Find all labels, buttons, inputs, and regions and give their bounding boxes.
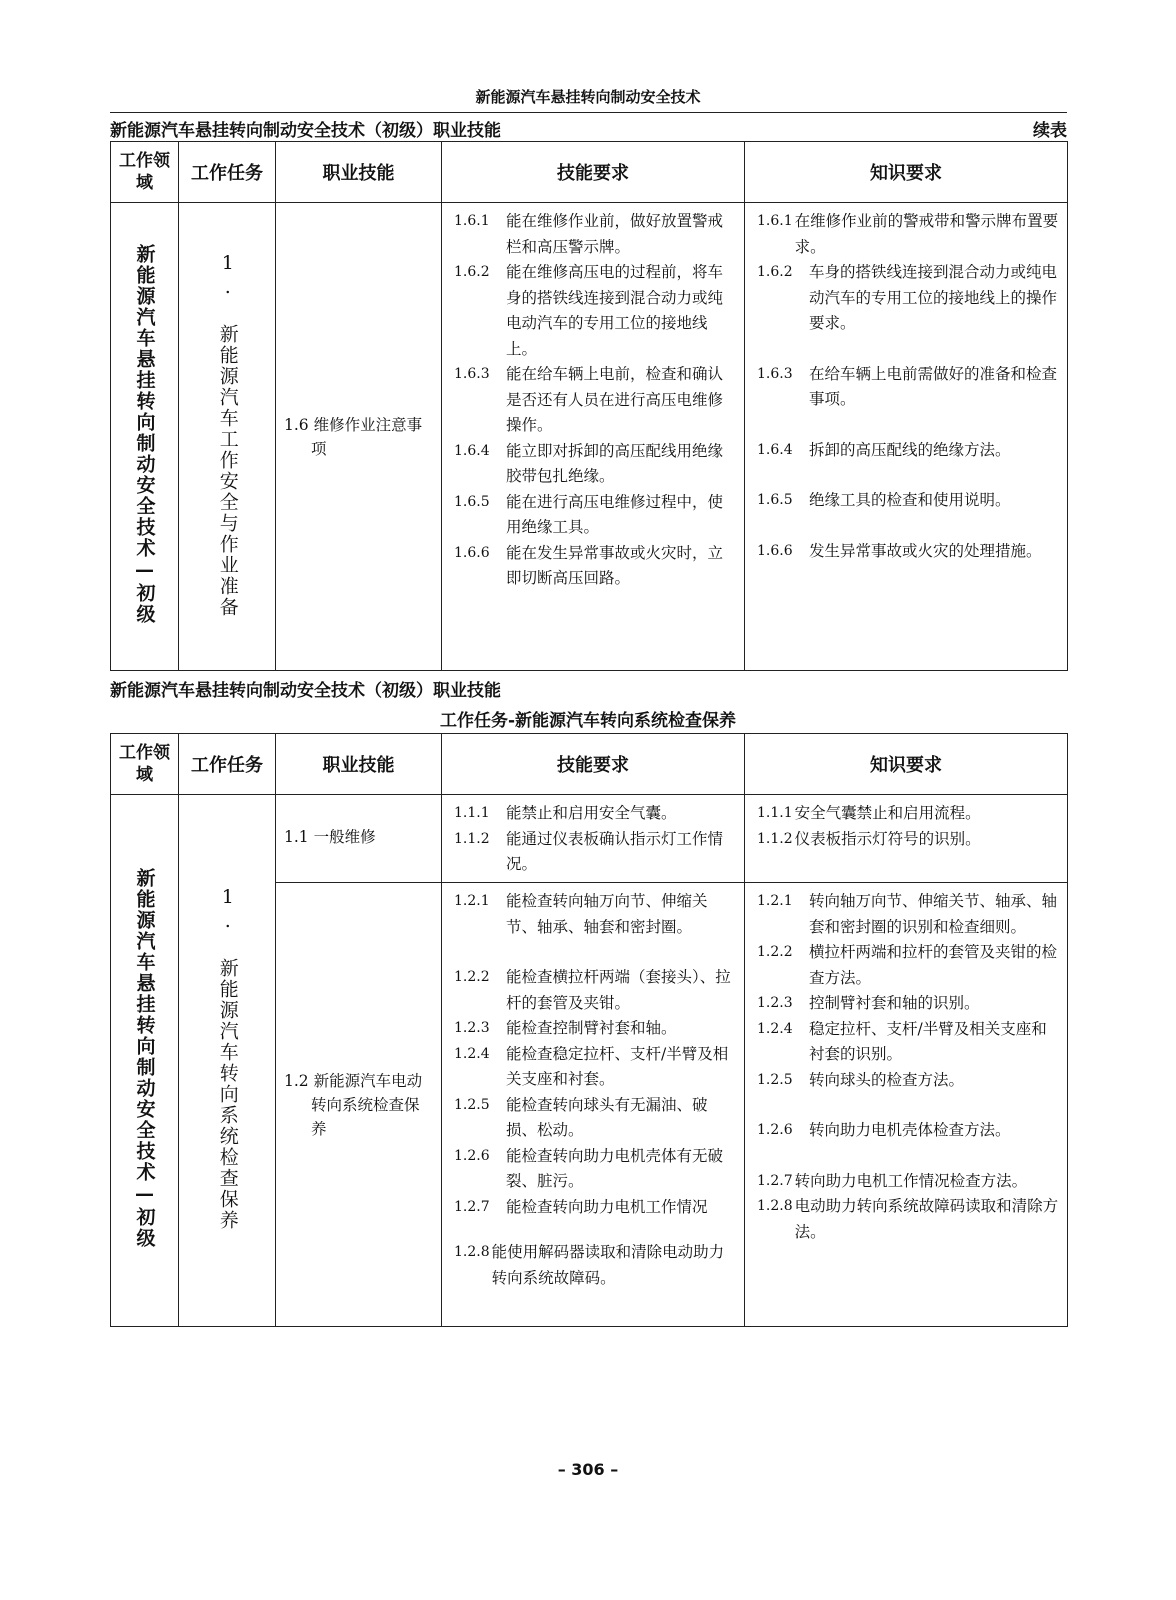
header-knowledge-req: 知识要求 [745, 142, 1068, 203]
skill-cell: 1.1 一般维修 [276, 795, 442, 883]
table2-header-row [111, 734, 1068, 795]
list-item: 1.6.5 能在进行高压电维修过程中，使用绝缘工具。 [454, 492, 724, 536]
list-item: 1.1.2 仪表板指示灯符号的识别。 [757, 829, 981, 848]
header-knowledge-req: 知识要求 [745, 734, 1068, 795]
knowledge-requirements-cell [745, 203, 1068, 671]
table2-caption: 新能源汽车悬挂转向制动安全技术（初级）职业技能 [110, 681, 501, 701]
header-skill: 职业技能 [276, 142, 442, 203]
list-item: 1.2.1 能检查转向轴万向节、伸缩关节、轴承、轴套和密封圈。 [454, 892, 708, 936]
table1-header-row [111, 142, 1068, 203]
header-task: 工作任务 [179, 734, 276, 795]
list-item: 1.6.3 能在给车辆上电前，检查和确认是否还有人员在进行高压电维修操作。 [454, 365, 724, 434]
list-item: 1.1.1 能禁止和启用安全气囊。 [454, 804, 677, 822]
skills-table-1 [110, 141, 1068, 671]
list-item: 1.6.3 在给车辆上电前需做好的准备和检查事项。 [757, 364, 1058, 408]
skill-requirements-cell [442, 883, 745, 1327]
table-row [111, 203, 1068, 671]
header-skill-req: 技能要求 [442, 142, 745, 203]
list-item: 1.6.6 能在发生异常事故或火灾时，立即切断高压回路。 [454, 543, 724, 587]
skills-table-2 [110, 733, 1068, 1327]
list-item: 1.2.7 转向助力电机工作情况检查方法。 [757, 1171, 1028, 1190]
list-item: 1.2.7 能检查转向助力电机工作情况 [454, 1197, 708, 1216]
table1-continued-label: 续表 [1033, 121, 1067, 141]
page-number: – 306 – [557, 1460, 619, 1479]
list-item: 1.6.4 拆卸的高压配线的绝缘方法。 [757, 440, 1011, 459]
list-item: 1.2.4 能检查稳定拉杆、支杆/半臂及相关支座和衬套。 [454, 1044, 729, 1088]
list-item: 1.6.2 能在维修高压电的过程前，将车身的搭铁线连接到混合动力或纯电动汽车的专用工位的接地线上。 [454, 263, 724, 358]
task-cell: 1. 新能源汽车工作安全与作业准备 [179, 203, 276, 671]
header-domain: 工作领域 [111, 142, 179, 203]
list-item: 1.2.3 能检查控制臂衬套和轴。 [454, 1019, 677, 1037]
header-rule [110, 112, 1067, 113]
list-item: 1.2.3 控制臂衬套和轴的识别。 [757, 994, 980, 1012]
table2-subcaption: 工作任务-新能源汽车转向系统检查保养 [439, 711, 737, 731]
list-item: 1.2.5 转向球头的检查方法。 [757, 1070, 965, 1089]
header-domain: 工作领域 [111, 734, 179, 795]
header-task: 工作任务 [179, 142, 276, 203]
list-item: 1.2.4 稳定拉杆、支杆/半臂及相关支座和衬套的识别。 [757, 1019, 1047, 1063]
list-item: 1.2.2 能检查横拉杆两端（套接头）、拉杆的套管及夹钳。 [454, 968, 731, 1012]
list-item: 1.1.1 安全气囊禁止和启用流程。 [757, 804, 981, 822]
skill-cell: 1.6 维修作业注意事项 [276, 203, 442, 671]
list-item: 1.2.1 转向轴万向节、伸缩关节、轴承、轴套和密封圈的识别和检查细则。 [757, 892, 1058, 936]
skill-requirements-cell [442, 203, 745, 671]
list-item: 1.2.5 能检查转向球头有无漏油、破损、松动。 [454, 1095, 708, 1139]
list-item: 1.6.1 能在维修作业前，做好放置警戒栏和高压警示牌。 [454, 212, 724, 256]
list-item: 1.2.6 能检查转向助力电机壳体有无破裂、脏污。 [454, 1146, 724, 1190]
running-header: 新能源汽车悬挂转向制动安全技术 [475, 88, 701, 106]
knowledge-requirements-cell [745, 795, 1068, 883]
list-item: 1.6.6 发生异常事故或火灾的处理措施。 [757, 541, 1042, 560]
domain-cell: 新能源汽车悬挂转向制动安全技术—初级 [111, 795, 179, 1327]
list-item: 1.2.6 转向助力电机壳体检查方法。 [757, 1121, 1011, 1139]
list-item: 1.6.5 绝缘工具的检查和使用说明。 [757, 491, 1011, 509]
list-item: 1.1.2 能通过仪表板确认指示灯工作情况。 [454, 829, 724, 873]
knowledge-requirements-cell [745, 883, 1068, 1327]
task-cell: 1. 新能源汽车转向系统检查保养 [179, 795, 276, 1327]
list-item: 1.2.2 横拉杆两端和拉杆的套管及夹钳的检查方法。 [757, 943, 1058, 987]
list-item: 1.6.1 在维修作业前的警戒带和警示牌布置要求。 [757, 212, 1059, 256]
domain-cell: 新能源汽车悬挂转向制动安全技术—初级 [111, 203, 179, 671]
header-skill-req: 技能要求 [442, 734, 745, 795]
skill-cell: 1.2 新能源汽车电动转向系统检查保养 [276, 883, 442, 1327]
list-item: 1.6.2 车身的搭铁线连接到混合动力或纯电动汽车的专用工位的接地线上的操作要求。 [757, 263, 1058, 332]
header-skill: 职业技能 [276, 734, 442, 795]
table-row [111, 795, 1068, 883]
list-item: 1.2.8 电动助力转向系统故障码读取和清除方法。 [757, 1197, 1059, 1241]
skill-requirements-cell [442, 795, 745, 883]
list-item: 1.6.4 能立即对拆卸的高压配线用绝缘胶带包扎绝缘。 [454, 441, 724, 485]
table1-caption: 新能源汽车悬挂转向制动安全技术（初级）职业技能 [110, 121, 501, 141]
list-item: 1.2.8 能使用解码器读取和清除电动助力转向系统故障码。 [454, 1243, 725, 1287]
